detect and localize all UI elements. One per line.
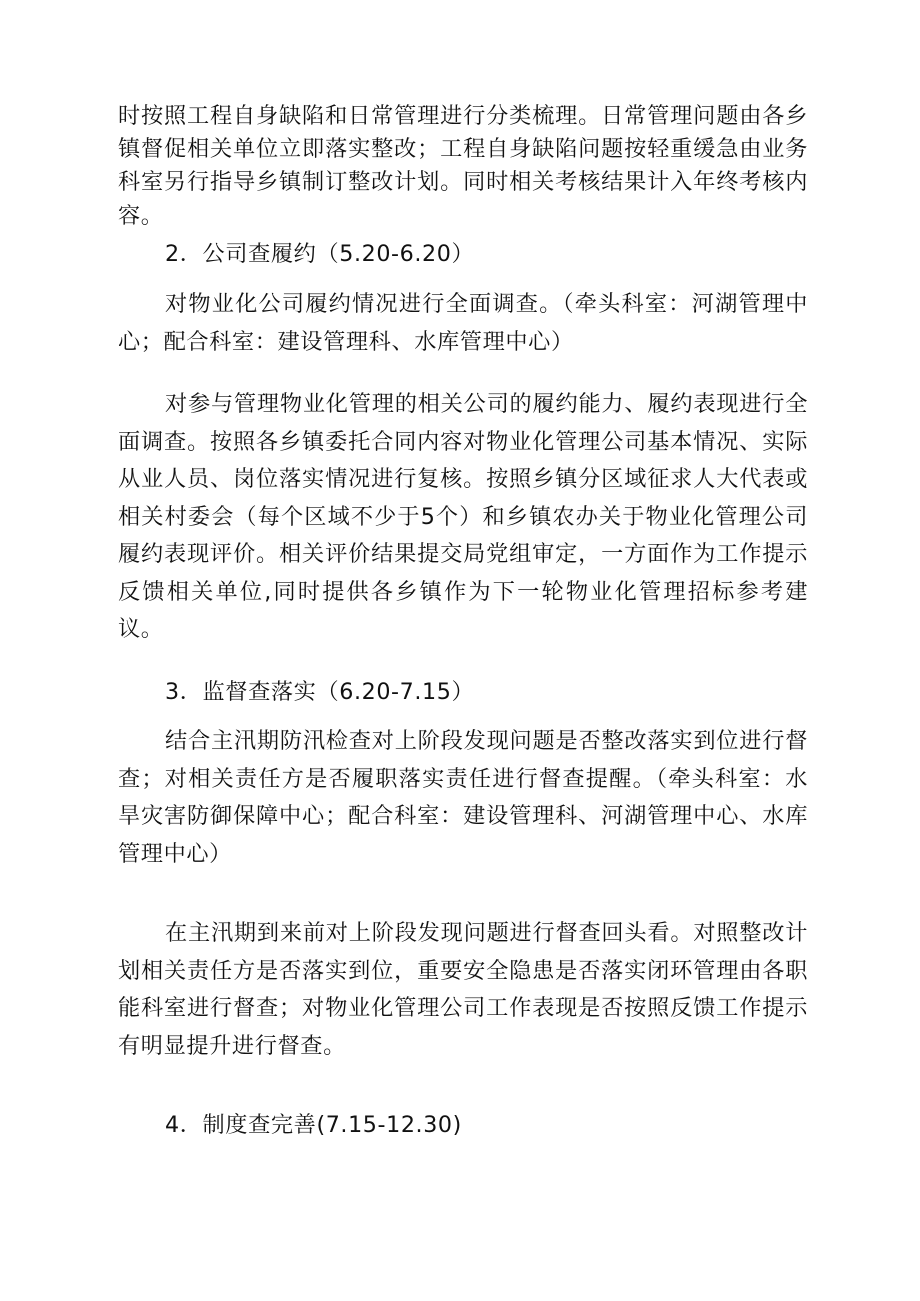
section-heading-4: 4．制度查完善(7.15-12.30) bbox=[165, 1112, 462, 1138]
paragraph-2-summary: 对物业化公司履约情况进行全面调查。（牵头科室：河湖管理中心；配合科室：建设管理科、水库管理中心） bbox=[118, 291, 808, 355]
paragraph-3-summary: 结合主汛期防汛检查对上阶段发现问题是否整改落实到位进行督查；对相关责任方是否履职落实责任进行督查提醒。（牵头科室：水旱灾害防御保障中心；配合科室：建设管理科、河湖管理中心、水库管理中心） bbox=[118, 728, 808, 867]
paragraph-continuation: 时按照工程自身缺陷和日常管理进行分类梳理。日常管理问题由各乡镇督促相关单位立即落实整改；工程自身缺陷问题按轻重缓急由业务科室另行指导乡镇制订整改计划。同时相关考核结果计入年终考核内容。 bbox=[118, 103, 808, 229]
section-heading-3: 3．监督查落实（6.20-7.15） bbox=[165, 679, 475, 705]
section-heading-2: 2．公司查履约（5.20-6.20） bbox=[165, 241, 475, 267]
paragraph-2-detail: 对参与管理物业化管理的相关公司的履约能力、履约表现进行全面调查。按照各乡镇委托合同内容对物业化管理公司基本情况、实际从业人员、岗位落实情况进行复核。按照乡镇分区域征求人大代表或相关村委会（每个区域不少于5个）和乡镇农办关于物业化管理公司履约表现评价。相关评价结果提交局党组审定，一方面作为工作提示反馈相关单位,同时提供各乡镇作为下一轮物业化管理招标参考建议。 bbox=[118, 391, 808, 642]
paragraph-3-detail: 在主汛期到来前对上阶段发现问题进行督查回头看。对照整改计划相关责任方是否落实到位，重要安全隐患是否落实闭环管理由各职能科室进行督查；对物业化管理公司工作表现是否按照反馈工作提示有明显提升进行督查。 bbox=[118, 920, 808, 1059]
